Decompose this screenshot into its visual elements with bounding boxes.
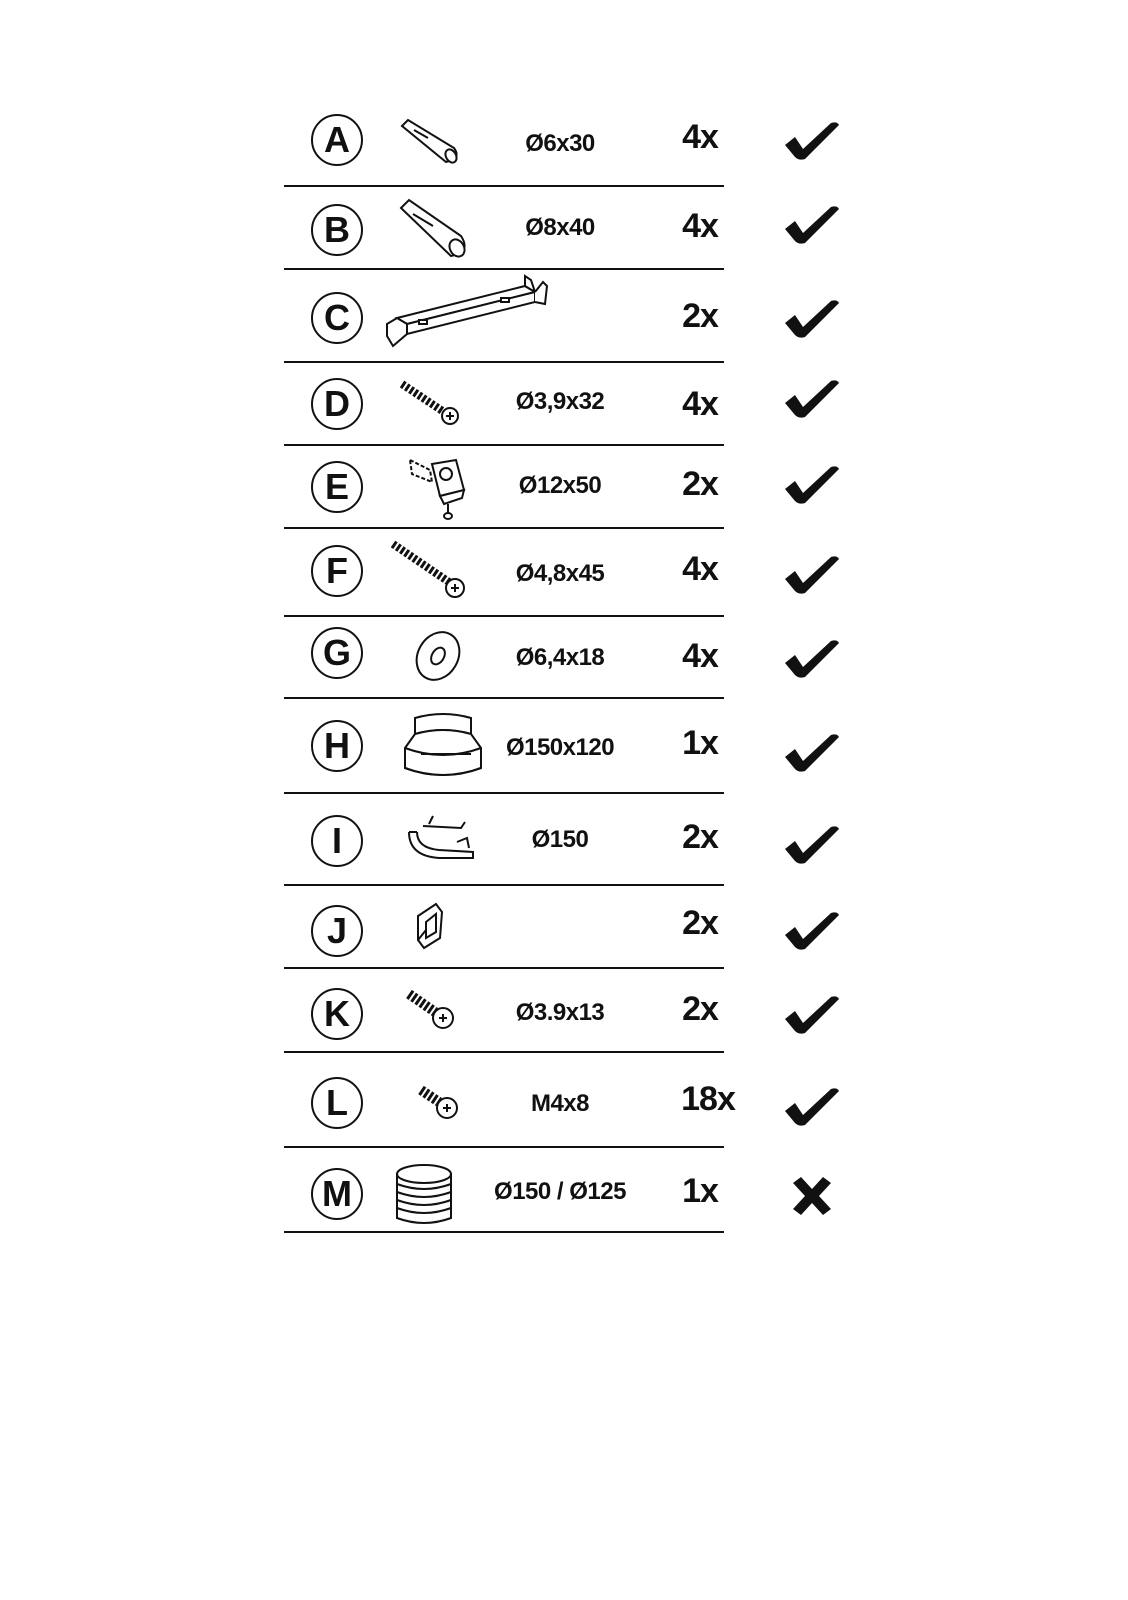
part-qty-c: 2x [682,297,718,335]
part-letter-l: L [311,1077,363,1129]
short-screw-icon [404,988,460,1034]
check-icon [780,114,844,166]
check-icon [780,726,844,778]
part-qty-a: 4x [682,118,718,156]
row-divider [284,1051,724,1053]
check-icon [780,458,844,510]
part-letter-e: E [311,461,363,513]
row-divider [284,444,724,446]
cross-icon [780,1170,844,1222]
check-icon [780,904,844,956]
part-spec-f: Ø4,8x45 [515,560,605,587]
part-qty-g: 4x [682,637,718,675]
row-divider [284,792,724,794]
check-icon [780,632,844,684]
check-icon [780,818,844,870]
part-spec-e: Ø12x50 [518,472,602,499]
part-letter-c: C [311,292,363,344]
part-qty-b: 4x [682,207,718,245]
check-icon [780,372,844,424]
part-letter-k: K [311,988,363,1040]
machine-screw-icon [416,1084,462,1126]
backdraft-flap-icon [404,812,478,864]
row-divider [284,268,724,270]
part-letter-j: J [311,905,363,957]
part-letter-g: G [311,627,363,679]
row-divider [284,527,724,529]
part-spec-a: Ø6x30 [525,130,595,157]
row-divider [284,697,724,699]
part-qty-l: 18x [681,1080,735,1118]
check-icon [780,548,844,600]
part-letter-h: H [311,720,363,772]
part-letter-i: I [311,815,363,867]
part-spec-l: M4x8 [530,1090,590,1117]
part-qty-j: 2x [682,904,718,942]
mounting-bracket-icon [384,274,554,354]
row-divider [284,361,724,363]
row-divider [284,884,724,886]
screw-icon [396,378,466,430]
part-spec-g: Ø6,4x18 [515,644,605,671]
wall-plug-icon [390,196,480,260]
reducer-ring-icon [394,1160,454,1230]
part-qty-d: 4x [682,385,718,423]
check-icon [780,1080,844,1132]
washer-icon [410,628,466,684]
part-letter-f: F [311,545,363,597]
part-letter-d: D [311,378,363,430]
part-qty-m: 1x [682,1172,718,1210]
check-icon [780,292,844,344]
anchor-bolt-icon [404,452,474,522]
row-divider [284,967,724,969]
duct-connector-icon [400,708,486,784]
part-qty-k: 2x [682,990,718,1028]
part-spec-k: Ø3.9x13 [515,999,605,1026]
part-qty-h: 1x [682,724,718,762]
part-spec-b: Ø8x40 [525,214,595,241]
part-qty-e: 2x [682,465,718,503]
part-spec-m: Ø150 / Ø125 [494,1178,626,1205]
part-letter-a: A [311,114,363,166]
screw-icon [388,540,472,604]
row-divider [284,185,724,187]
part-spec-d: Ø3,9x32 [515,388,605,415]
part-letter-b: B [311,204,363,256]
row-divider [284,1231,724,1233]
part-letter-m: M [311,1168,363,1220]
part-spec-i: Ø150 [531,826,589,853]
wall-plug-icon [380,114,480,166]
part-qty-i: 2x [682,818,718,856]
check-icon [780,988,844,1040]
part-qty-f: 4x [682,550,718,588]
part-spec-h: Ø150x120 [505,734,615,761]
check-icon [780,198,844,250]
row-divider [284,615,724,617]
row-divider [284,1146,724,1148]
clip-icon [410,900,450,952]
